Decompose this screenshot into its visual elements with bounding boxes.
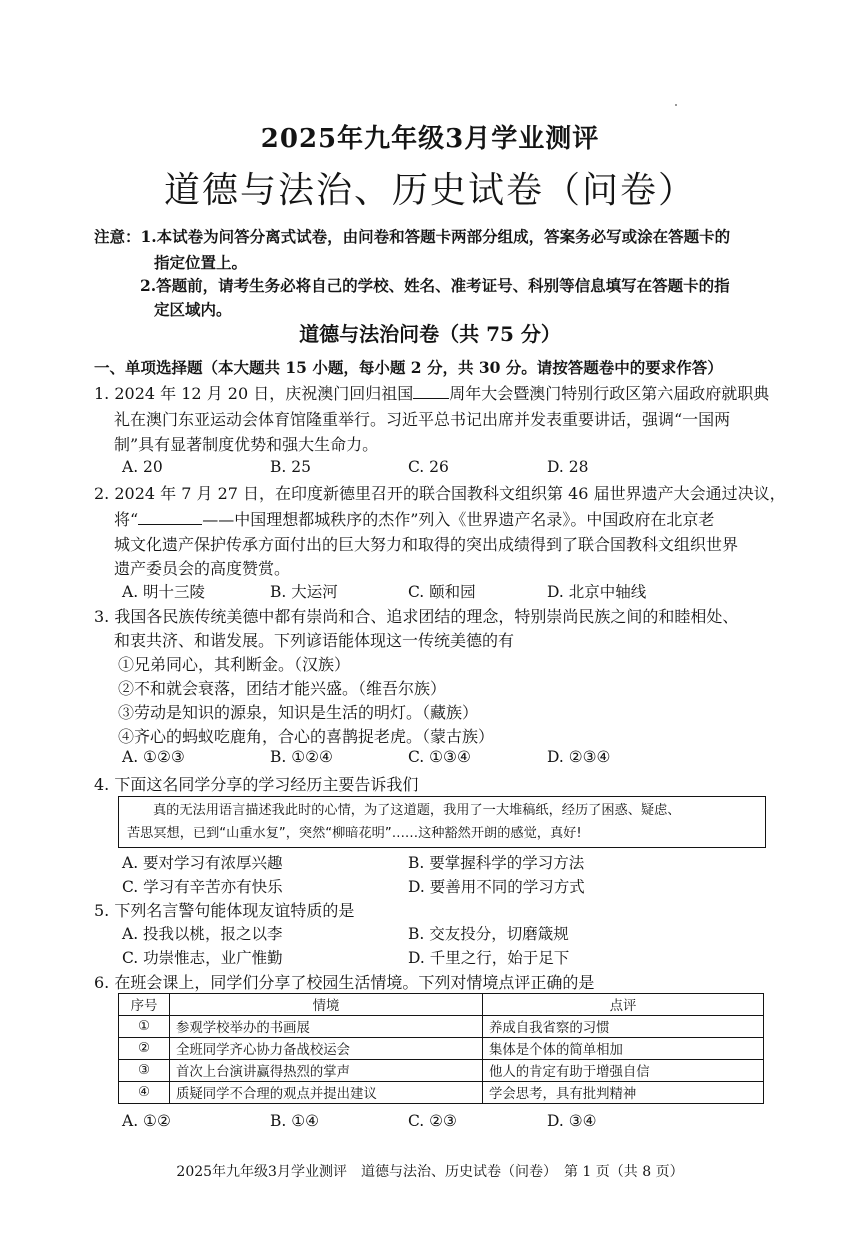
q5-option-c: C. 功崇惟志，业广惟勤 [122, 949, 283, 967]
q4-option-d: D. 要善用不同的学习方式 [408, 878, 585, 896]
q1-option-c: C. 26 [408, 458, 449, 476]
q4-quote-line-1: 真的无法用语言描述我此时的心情，为了这道题，我用了一大堆稿纸，经历了困惑、疑虑、 [153, 803, 681, 818]
q5-stem: 5. 下列名言警句能体现友谊特质的是 [94, 901, 355, 920]
q2-option-d: D. 北京中轴线 [547, 583, 647, 601]
row-number: ④ [119, 1082, 170, 1104]
q4-option-a: A. 要对学习有浓厚兴趣 [122, 854, 283, 872]
q4-option-c: C. 学习有辛苦亦有快乐 [122, 878, 283, 896]
q4-option-b: B. 要掌握科学的学习方法 [408, 854, 585, 872]
exam-title: 2025年九年级3月学业测评 [260, 124, 600, 154]
q6-stem: 6. 在班会课上，同学们分享了校园生活情境。下列对情境点评正确的是 [94, 973, 595, 992]
note-1-line-1: 注意：1.本试卷为问答分离式试卷，由问卷和答题卡两部分组成，答案务必写或涂在答题卡的 [94, 227, 731, 246]
exam-subtitle: 道德与法治、历史试卷（问卷） [163, 170, 696, 211]
q2-stem-line-2 [114, 507, 714, 530]
q1-stem-line-1 [94, 381, 769, 404]
q5-option-d: D. 千里之行，始于足下 [408, 949, 570, 967]
q3-stem-line-2: 和衷共济、和谐发展。下列谚语能体现这一传统美德的有 [114, 631, 515, 650]
q3-item-3: ③劳动是知识的源泉，知识是生活的明灯。（藏族） [118, 703, 479, 722]
q2-option-c: C. 颐和园 [408, 583, 476, 601]
row-scenario: 首次上台演讲赢得热烈的掌声 [170, 1060, 483, 1082]
table-row [119, 1060, 764, 1082]
q2-option-b: B. 大运河 [270, 583, 338, 601]
q3-item-4: ④齐心的蚂蚁吃鹿角，合心的喜鹊捉老虎。（蒙古族） [118, 727, 495, 746]
q6-option-b: B. ①④ [270, 1112, 320, 1130]
q3-stem-line-1: 3. 我国各民族传统美德中都有崇尚和合、追求团结的理念，特别崇尚民族之间的和睦相处、 [94, 607, 739, 626]
q6-option-c: C. ②③ [408, 1112, 457, 1130]
section-title: 道德与法治问卷（共 75 分） [299, 322, 561, 346]
q1-stem-line-2: 礼在澳门东亚运动会体育馆隆重举行。习近平总书记出席并发表重要讲话，强调“一国两 [114, 410, 731, 429]
scan-speck [675, 104, 677, 106]
q4-quote-box [118, 796, 766, 848]
q2-stem-text-a: 将“ [114, 510, 139, 529]
q6-option-d: D. ③④ [547, 1112, 597, 1130]
q4-stem: 4. 下面这名同学分享的学习经历主要告诉我们 [94, 775, 419, 794]
row-number: ③ [119, 1060, 170, 1082]
note-2-line-2: 定区域内。 [154, 300, 232, 319]
q1-option-d: D. 28 [547, 458, 589, 476]
row-scenario: 全班同学齐心协力备战校运会 [170, 1038, 483, 1060]
q4-quote-line-2: 苦思冥想，已到“山重水复”，突然“柳暗花明”……这种豁然开朗的感觉，真好! [127, 826, 582, 841]
row-comment: 集体是个体的简单相加 [483, 1038, 764, 1060]
q6-header-no: 序号 [119, 994, 170, 1016]
page-footer: 2025年九年级3月学业测评 道德与法治、历史试卷（问卷） 第 1 页（共 8 页） [176, 1164, 684, 1180]
table-row [119, 1038, 764, 1060]
row-scenario: 参观学校举办的书画展 [170, 1016, 483, 1038]
row-number: ② [119, 1038, 170, 1060]
q2-blank [138, 510, 202, 525]
q1-stem-text-a: 1. 2024 年 12 月 20 日，庆祝澳门回归祖国 [94, 384, 414, 403]
q3-option-a: A. ①②③ [122, 748, 185, 766]
q1-stem-text-b: 周年大会暨澳门特别行政区第六届政府就职典 [449, 384, 770, 403]
q1-blank [413, 384, 449, 399]
part-heading: 一、单项选择题（本大题共 15 小题，每小题 2 分，共 30 分。请按答题卷中的要求作答） [94, 358, 723, 377]
note-2-line-1: 2.答题前，请考生务必将自己的学校、姓名、准考证号、科别等信息填写在答题卡的指 [140, 276, 730, 295]
q1-stem-line-3: 制”具有显著制度优势和强大生命力。 [114, 435, 379, 454]
table-row [119, 1016, 764, 1038]
q6-header-comment: 点评 [483, 994, 764, 1016]
q3-option-b: B. ①②④ [270, 748, 333, 766]
row-comment: 学会思考，具有批判精神 [483, 1082, 764, 1104]
q3-option-c: C. ①③④ [408, 748, 471, 766]
q6-header-scenario: 情境 [170, 994, 483, 1016]
q6-table-header [119, 994, 764, 1016]
q3-item-2: ②不和就会衰落，团结才能兴盛。（维吾尔族） [118, 679, 447, 698]
row-number: ① [119, 1016, 170, 1038]
row-comment: 养成自我省察的习惯 [483, 1016, 764, 1038]
q3-item-1: ①兄弟同心，其利断金。（汉族） [118, 655, 351, 674]
q3-option-d: D. ②③④ [547, 748, 611, 766]
q2-stem-line-3: 城文化遗产保护传承方面付出的巨大努力和取得的突出成绩得到了联合国教科文组织世界 [114, 535, 739, 554]
note-1-line-2: 指定位置上。 [154, 253, 248, 272]
q1-option-b: B. 25 [270, 458, 311, 476]
q5-option-b: B. 交友投分，切磨箴规 [408, 925, 569, 943]
q2-stem-line-1: 2. 2024 年 7 月 27 日，在印度新德里召开的联合国教科文组织第 46 届世界遗产大会通过决议， [94, 484, 786, 503]
row-comment: 他人的肯定有助于增强自信 [483, 1060, 764, 1082]
q5-option-a: A. 投我以桃，报之以李 [122, 925, 283, 943]
q1-option-a: A. 20 [122, 458, 163, 476]
table-row [119, 1082, 764, 1104]
q2-stem-line-4: 遗产委员会的高度赞赏。 [114, 559, 291, 578]
row-scenario: 质疑同学不合理的观点并提出建议 [170, 1082, 483, 1104]
q6-option-a: A. ①② [122, 1112, 171, 1130]
q6-table [118, 993, 764, 1104]
q2-option-a: A. 明十三陵 [122, 583, 206, 601]
q2-stem-text-b: ——中国理想都城秩序的杰作”列入《世界遗产名录》。中国政府在北京老 [202, 510, 715, 529]
